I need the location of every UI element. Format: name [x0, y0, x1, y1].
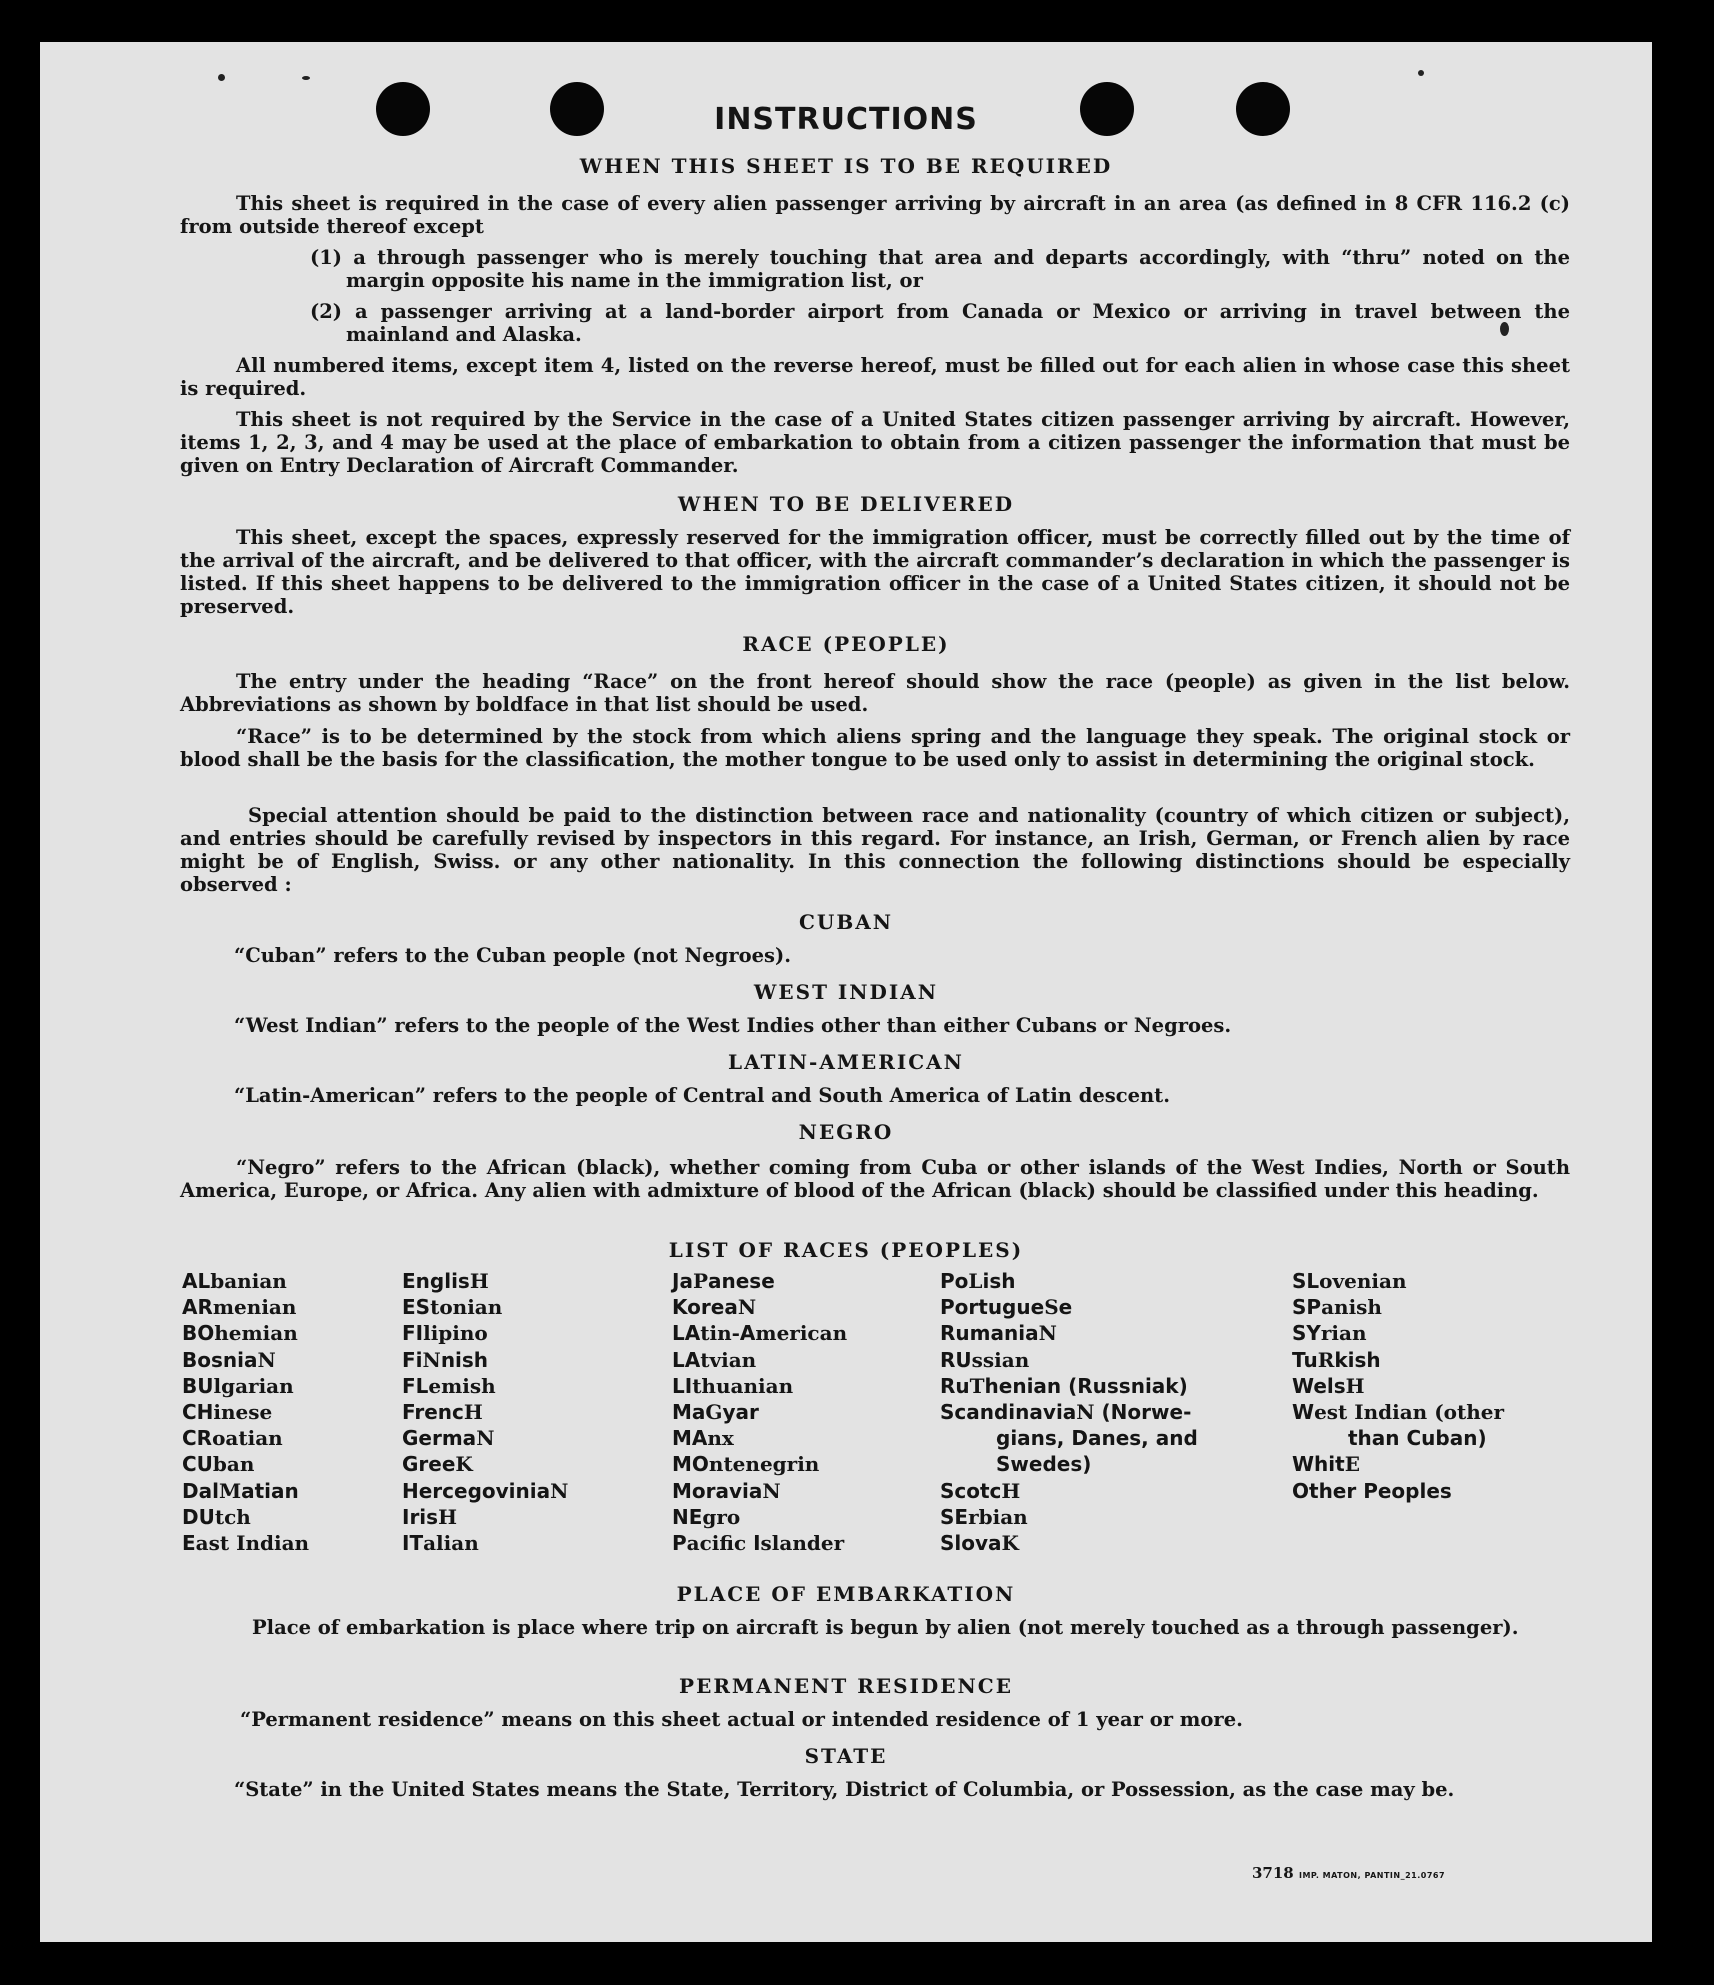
race-abbreviation: nish [440, 1347, 489, 1372]
race-abbreviation: Whit [1292, 1452, 1345, 1477]
race-name-text: slander [760, 1531, 845, 1556]
race-abbreviation: Other Peoples [1292, 1478, 1452, 1503]
race-list-item [1292, 1268, 1504, 1294]
race-name-text: tvian [700, 1347, 757, 1372]
paragraph-race-nationality: Special attention should be paid to the distinction between race and nationality (country of which citizen or subject), and entries should be carefully revised by inspectors in this regard. For instance, an Irish, German, or French alien by race might be of English, Swiss. or any other nationality. In this connection the following distinctions should be especially observed : [180, 804, 1570, 896]
race-list-item [672, 1399, 847, 1425]
race-name-text: est Indian (other [1314, 1400, 1505, 1425]
race-abbreviation: ish [982, 1269, 1016, 1293]
heading-west-indian: WEST INDIAN [753, 980, 939, 1004]
race-name-text: N [422, 1347, 441, 1372]
race-abbreviation: Dal [182, 1478, 219, 1503]
race-abbreviation: A [739, 1321, 756, 1346]
race-abbreviation: gians, Danes, and [996, 1426, 1198, 1451]
race-name-text: H [469, 1269, 489, 1293]
race-abbreviation: SL [1292, 1269, 1320, 1293]
race-name-text: P [692, 1269, 708, 1293]
race-abbreviation: Korea [672, 1295, 738, 1320]
race-name-text: H [1345, 1373, 1365, 1398]
race-list-item [182, 1530, 309, 1556]
paragraph-citizen: This sheet is not required by the Service in the case of a United States citizen passenger arriving by aircraft. However, items 1, 2, 3, and 4 may be used at the place of embarkation to obtain from a citizen passenger the information that must be given on Entry Declaration of Aircraft Commander. [180, 408, 1570, 477]
heading-when-required: WHEN THIS SHEET IS TO BE REQUIRED [579, 154, 1113, 178]
race-list-item [402, 1320, 568, 1346]
race-name-text: H [1001, 1478, 1021, 1503]
race-list-item [182, 1294, 309, 1320]
race-list-item [1292, 1320, 1504, 1346]
heading-cuban: CUBAN [798, 910, 894, 934]
race-abbreviation: CR [182, 1426, 213, 1451]
race-abbreviation: Tu [1292, 1347, 1318, 1372]
race-name-text: menian [212, 1295, 297, 1320]
race-name-text: lipino [423, 1321, 488, 1346]
race-list-item [940, 1451, 1198, 1477]
race-abbreviation: LA [672, 1321, 701, 1346]
definition-cuban: “Cuban” refers to the Cuban people (not Negroes). [234, 944, 792, 967]
race-list-item [402, 1504, 568, 1530]
race-name-text: K [455, 1452, 473, 1477]
race-name-text: ast Indian [195, 1531, 310, 1556]
race-abbreviation: atian [241, 1478, 299, 1503]
race-abbreviation: Wels [1292, 1373, 1346, 1398]
race-list-item [1292, 1294, 1504, 1320]
race-abbreviation: Bosnia [182, 1347, 258, 1372]
race-list-item [402, 1373, 568, 1399]
race-list-item [672, 1373, 847, 1399]
printer-imprint [1252, 1864, 1445, 1882]
race-name-text: alian [423, 1531, 479, 1556]
heading-embarkation: PLACE OF EMBARKATION [676, 1582, 1016, 1606]
race-list-item [182, 1425, 309, 1451]
race-list-item [402, 1268, 568, 1294]
race-abbreviation: yar [722, 1400, 759, 1425]
race-name-text: gro [702, 1504, 741, 1529]
race-abbreviation: Slova [940, 1531, 1002, 1556]
race-list-item [940, 1320, 1198, 1346]
race-name-text: E [1344, 1452, 1360, 1477]
race-name-text: lgarian [213, 1373, 294, 1398]
race-list-item [672, 1425, 847, 1451]
race-list-item [402, 1294, 568, 1320]
race-name-text: G [705, 1400, 723, 1425]
race-list-item [1292, 1347, 1504, 1373]
race-abbreviation: Portugue [940, 1295, 1045, 1320]
race-abbreviation: (Norwe- [1094, 1400, 1192, 1425]
race-name-text: R [1317, 1347, 1335, 1372]
race-list-item [940, 1478, 1198, 1504]
race-name-text: H [463, 1400, 483, 1425]
race-abbreviation: Gree [402, 1452, 456, 1477]
race-abbreviation: W [1292, 1400, 1315, 1425]
race-list-item [672, 1478, 847, 1504]
race-list-column-3 [672, 1268, 847, 1556]
race-abbreviation: LI [672, 1373, 693, 1398]
speck [302, 76, 310, 80]
race-name-text: merican [755, 1321, 848, 1346]
race-name-text: ovenian [1319, 1269, 1407, 1293]
race-abbreviation: e [1058, 1295, 1073, 1320]
race-list-item [940, 1294, 1198, 1320]
race-list-item [672, 1320, 847, 1346]
race-abbreviation: CU [182, 1452, 213, 1477]
race-list-item [672, 1347, 847, 1373]
heading-race: RACE (PEOPLE) [742, 632, 950, 656]
race-abbreviation: BU [182, 1373, 214, 1398]
race-abbreviation: BO [182, 1321, 215, 1346]
race-abbreviation: Moravia [672, 1478, 763, 1503]
race-list-item [1292, 1451, 1504, 1477]
race-abbreviation: SP [1292, 1295, 1322, 1320]
race-name-text: nx [707, 1426, 734, 1451]
heading-negro: NEGRO [798, 1120, 894, 1144]
race-list-item [1292, 1399, 1504, 1425]
race-list-item [402, 1425, 568, 1451]
paragraph-state: “State” in the United States means the State, Territory, District of Columbia, or Possession, as the case may be. [234, 1778, 1455, 1801]
race-abbreviation: Germa [402, 1426, 477, 1451]
race-list-item [402, 1347, 568, 1373]
race-list-item [940, 1530, 1198, 1556]
heading-latin-american: LATIN-AMERICAN [728, 1050, 964, 1074]
race-abbreviation: Rumania [940, 1321, 1039, 1346]
race-name-text: tch [214, 1504, 251, 1529]
printer-name: IMP. MATON, PANTIN_21.0767 [1298, 1871, 1446, 1880]
race-abbreviation: RU [940, 1347, 972, 1372]
race-name-text: N [257, 1347, 276, 1372]
exception-item-2: (2) a passenger arriving at a land-border airport from Canada or Mexico or arriving in travel between the mainland and Alaska. [310, 300, 1570, 346]
race-abbreviation: IT [402, 1531, 424, 1556]
race-list-item [672, 1530, 847, 1556]
paragraph-embarkation: Place of embarkation is place where trip on aircraft is begun by alien (not merely touched as a through passenger). [252, 1616, 1519, 1639]
paragraph-delivery: This sheet, except the spaces, expressly reserved for the immigration officer, must be correctly filled out by the time of the arrival of the aircraft, and be delivered to that officer, with the aircraft commander’s declaration in which the passenger is listed. If this sheet happens to be delivered to the immigration officer in the case of a United States citizen, it should not be preserved. [180, 526, 1570, 618]
race-abbreviation: SY [1292, 1321, 1321, 1346]
race-abbreviation: Englis [402, 1269, 470, 1293]
race-abbreviation: MO [672, 1452, 709, 1477]
race-list-item [182, 1373, 309, 1399]
heading-list-of-races: LIST OF RACES (PEOPLES) [668, 1238, 1024, 1262]
race-name-text: banian [210, 1269, 287, 1293]
race-list-item [1292, 1373, 1504, 1399]
paragraph-race-entry: The entry under the heading “Race” on the front hereof should show the race (people) as given in the list below. Abbreviations as shown by boldface in that list should be used. [180, 670, 1570, 716]
race-abbreviation: henian (Russniak) [984, 1373, 1188, 1398]
race-list-item [940, 1504, 1198, 1530]
race-name-text: acific [686, 1531, 754, 1556]
paragraph-permanent-residence: “Permanent residence” means on this sheet actual or intended residence of 1 year or more. [240, 1708, 1243, 1731]
race-list-item [940, 1347, 1198, 1373]
race-list-item [182, 1399, 309, 1425]
race-list-item [402, 1478, 568, 1504]
race-abbreviation: MA [672, 1426, 708, 1451]
race-abbreviation: Fi [402, 1347, 423, 1372]
race-list-column-5 [1292, 1268, 1504, 1504]
heading-state: STATE [804, 1744, 888, 1768]
race-list-item [182, 1347, 309, 1373]
race-abbreviation: AL [182, 1269, 211, 1293]
race-name-text: ntenegrin [708, 1452, 820, 1477]
paragraph-numbered-items: All numbered items, except item 4, listed on the reverse hereof, must be filled out for each alien in whose case this sheet is required. [180, 354, 1570, 400]
race-abbreviation: FI [402, 1321, 424, 1346]
race-name-text: N [1038, 1321, 1057, 1346]
race-name-text: tin- [700, 1321, 740, 1346]
race-abbreviation: CH [182, 1400, 214, 1425]
race-list-item [402, 1451, 568, 1477]
race-abbreviation: Hercegovinia [402, 1478, 551, 1503]
heading-when-delivered: WHEN TO BE DELIVERED [677, 492, 1015, 516]
race-list-item [402, 1530, 568, 1556]
definition-negro: “Negro” refers to the African (black), whether coming from Cuba or other islands of the West Indies, North or South America, Europe, or Africa. Any alien with admixture of blood of the African (black) should be classified under this heading. [180, 1156, 1570, 1202]
page-title: INSTRUCTIONS [714, 102, 978, 137]
race-list-item [672, 1451, 847, 1477]
race-name-text: N [737, 1295, 757, 1320]
race-abbreviation: Iris [402, 1504, 439, 1529]
race-abbreviation: Frenc [402, 1400, 464, 1425]
race-abbreviation: LA [672, 1347, 701, 1372]
definition-west-indian: “West Indian” refers to the people of the West Indies other than either Cubans or Negroes. [234, 1014, 1232, 1037]
race-list-item [1292, 1478, 1504, 1504]
form-number: 3718 [1252, 1864, 1294, 1882]
race-name-text: K [1001, 1531, 1019, 1556]
race-list-item [182, 1268, 309, 1294]
race-name-text: emish [428, 1373, 496, 1398]
document-page [40, 42, 1652, 1942]
race-abbreviation: than Cuban) [1348, 1426, 1487, 1451]
race-list-item [940, 1399, 1198, 1425]
race-list-item [672, 1504, 847, 1530]
paragraph-intro: This sheet is required in the case of every alien passenger arriving by aircraft in an area (as defined in 8 CFR 116.2 (c) from outside thereof except [180, 192, 1570, 238]
race-list-item [182, 1320, 309, 1346]
race-name-text: H [438, 1504, 457, 1529]
heading-permanent-residence: PERMANENT RESIDENCE [679, 1674, 1013, 1698]
race-name-text: oatian [212, 1426, 283, 1451]
race-abbreviation: DU [182, 1504, 215, 1529]
race-list-item [182, 1504, 309, 1530]
race-list-item [402, 1399, 568, 1425]
race-abbreviation: P [672, 1531, 687, 1556]
race-abbreviation: Scandinavia [940, 1400, 1077, 1425]
race-list-column-1 [182, 1268, 309, 1556]
race-list-column-2 [402, 1268, 568, 1556]
race-name-text: rian [1320, 1321, 1367, 1346]
race-abbreviation: Ja [672, 1269, 693, 1293]
definition-latin-american: “Latin-American” refers to the people of Central and South America of Latin descent. [234, 1084, 1170, 1107]
race-abbreviation: NE [672, 1504, 703, 1529]
race-list-item [672, 1268, 847, 1294]
exception-item-1: (1) a through passenger who is merely touching that area and departs accordingly, with “thru” noted on the margin opposite his name in the immigration list, or [310, 246, 1570, 292]
race-name-text: anish [1321, 1295, 1382, 1320]
race-name-text: ban [212, 1452, 255, 1477]
race-list-item [182, 1478, 309, 1504]
race-name-text: tonian [430, 1295, 503, 1320]
race-abbreviation: Ma [672, 1400, 706, 1425]
race-name-text: inese [213, 1400, 273, 1425]
race-abbreviation: anese [707, 1269, 775, 1293]
race-abbreviation: ES [402, 1295, 431, 1320]
race-abbreviation: AR [182, 1295, 213, 1320]
race-name-text: N [1076, 1400, 1095, 1425]
race-abbreviation: kish [1334, 1347, 1381, 1372]
race-list-item [940, 1268, 1198, 1294]
race-list-column-4 [940, 1268, 1198, 1556]
race-name-text: N [762, 1478, 781, 1503]
speck [218, 74, 225, 81]
race-name-text: L [968, 1269, 983, 1293]
race-abbreviation: E [182, 1531, 196, 1556]
race-name-text: M [218, 1478, 242, 1503]
race-abbreviation: SE [940, 1504, 969, 1529]
race-name-text: S [1044, 1295, 1059, 1320]
race-list-item [182, 1451, 309, 1477]
race-list-item [940, 1373, 1198, 1399]
race-name-text: T [969, 1373, 985, 1398]
race-abbreviation: Swedes) [996, 1452, 1092, 1477]
race-name-text: N [550, 1478, 569, 1503]
race-list-item [1292, 1425, 1504, 1451]
paragraph-race-stock: “Race” is to be determined by the stock from which aliens spring and the language they speak. The original stock or blood shall be the basis for the classification, the mother tongue to be used only to assist in determining the original stock. [180, 725, 1570, 771]
race-abbreviation: Po [940, 1269, 969, 1293]
speck [1418, 70, 1424, 76]
race-list-item [672, 1294, 847, 1320]
race-name-text: N [476, 1426, 495, 1451]
race-list-item [940, 1425, 1198, 1451]
race-name-text: thuanian [692, 1373, 794, 1398]
race-name-text: rbian [968, 1504, 1028, 1529]
race-name-text: ssian [971, 1347, 1030, 1372]
race-abbreviation: I [753, 1531, 761, 1556]
race-abbreviation: FL [402, 1373, 429, 1398]
race-name-text: hemian [214, 1321, 298, 1346]
race-abbreviation: Scotc [940, 1478, 1002, 1503]
race-abbreviation: Ru [940, 1373, 970, 1398]
